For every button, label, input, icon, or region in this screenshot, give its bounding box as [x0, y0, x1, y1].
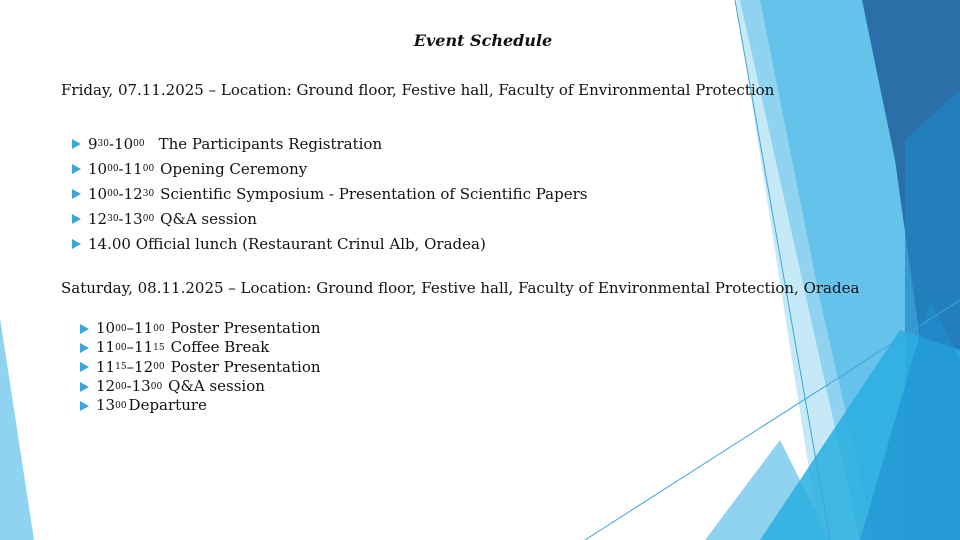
bullet-arrow-icon [72, 164, 81, 174]
friday-schedule-list [72, 131, 587, 256]
bullet-arrow-icon [80, 343, 89, 353]
bullet-arrow-icon [72, 189, 81, 199]
list-item: 10 00 - 11 00 Opening Ceremony [72, 156, 587, 181]
deco-left-sliver [0, 318, 34, 540]
bullet-arrow-icon [72, 239, 81, 249]
friday-heading: Friday, 07.11.2025 – Location: Ground floor, Festive hall, Faculty of Environmental Protection [61, 81, 775, 99]
bullet-arrow-icon [80, 382, 89, 392]
list-item: 9 30 - 10 00 The Participants Registration [72, 131, 587, 156]
list-item: 10 00 - 12 30 Scientific Symposium - Presentation of Scientific Papers [72, 181, 587, 206]
bullet-arrow-icon [72, 139, 81, 149]
list-item: 12 00 - 13 00 Q&A session [80, 377, 321, 396]
saturday-heading: Saturday, 08.11.2025 – Location: Ground floor, Festive hall, Faculty of Environmental Protection, Oradea [61, 279, 860, 297]
page-title: Event Schedule [413, 31, 553, 50]
list-item: 13 00 Departure [80, 396, 321, 415]
bullet-arrow-icon [72, 214, 81, 224]
saturday-schedule-list [80, 319, 321, 415]
list-item: 12 30 - 13 00 Q&A session [72, 206, 587, 231]
bullet-arrow-icon [80, 324, 89, 334]
list-item: 11 15 – 12 00 Poster Presentation [80, 358, 321, 377]
list-item: 11 00 – 11 15 Coffee Break [80, 338, 321, 357]
list-item: 14.00 Official lunch (Restaurant Crinul Alb, Oradea) [72, 231, 587, 256]
bullet-arrow-icon [80, 362, 89, 372]
bullet-arrow-icon [80, 401, 89, 411]
list-item: 10 00 – 11 00 Poster Presentation [80, 319, 321, 338]
